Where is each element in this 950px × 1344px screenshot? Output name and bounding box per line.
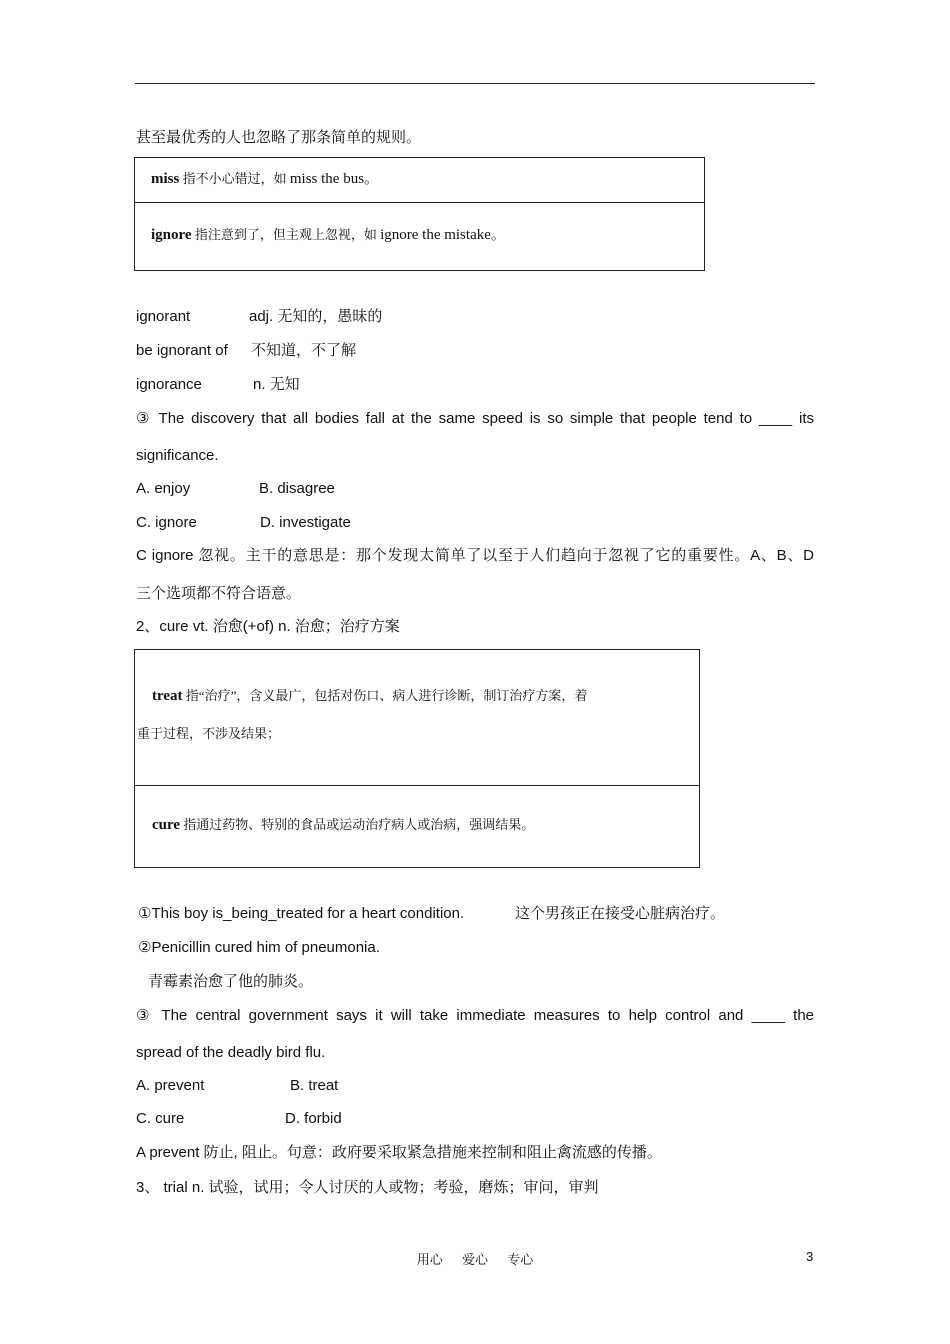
example-text: miss the bus。 bbox=[289, 171, 380, 187]
footer-item: 爱心 bbox=[461, 1252, 488, 1267]
definition-text: 指“治疗”，含义最广，包括对伤口、病人进行诊断，制订治疗方案，着 bbox=[182, 688, 588, 703]
definition-text: 指不小心错过，如 bbox=[179, 171, 290, 186]
vocab-item bbox=[136, 307, 383, 327]
example-sentence: ②Penicillin cured him of pneumonia. bbox=[138, 939, 380, 956]
vocab-term: be ignorant of bbox=[136, 342, 228, 359]
table-row bbox=[135, 650, 699, 785]
definition-text: 指注意到了，但主观上忽视，如 bbox=[191, 227, 381, 242]
option-d: D. investigate bbox=[260, 514, 351, 531]
term-miss: miss bbox=[151, 171, 180, 187]
answer-explanation: A prevent 防止, 阻止。句意：政府要采取紧急措施来控制和阻止禽流感的传播。 bbox=[136, 1144, 662, 1161]
question-text: ③ The discovery that all bodies fall at the same speed is so simple that people tend to ____ its bbox=[136, 410, 814, 427]
term-treat: treat bbox=[152, 688, 183, 704]
vocab-item bbox=[136, 341, 357, 361]
options-row bbox=[136, 479, 335, 499]
comparison-table-miss-ignore bbox=[134, 157, 705, 271]
term-cure: cure bbox=[152, 817, 181, 833]
vocab-term: ignorant bbox=[136, 308, 191, 325]
option-d: D. forbid bbox=[285, 1110, 342, 1127]
footer-item: 用心 bbox=[416, 1252, 443, 1267]
question-text: ③ The central government says it will take immediate measures to help control and ____ the bbox=[136, 1007, 814, 1024]
section-heading-trial: 3、 trial n. 试验，试用；令人讨厌的人或物；考验，磨炼；审问，审判 bbox=[136, 1179, 599, 1196]
definition-text-continued: 重于过程，不涉及结果； bbox=[137, 726, 281, 741]
answer-explanation: C ignore 忽视。主干的意思是：那个发现太简单了以至于人们趋向于忽视了它的重要性。A、B、D bbox=[136, 547, 814, 564]
option-c: C. ignore bbox=[136, 514, 197, 531]
answer-explanation-continued: 三个选项都不符合语意。 bbox=[136, 585, 302, 602]
table-row bbox=[135, 785, 699, 867]
header-rule bbox=[135, 83, 815, 84]
vocab-item bbox=[136, 375, 300, 395]
section-heading-cure: 2、cure vt. 治愈(+of) n. 治愈；治疗方案 bbox=[136, 618, 400, 635]
footer-item: 专心 bbox=[507, 1252, 534, 1267]
options-row bbox=[136, 1109, 342, 1129]
example-sentence bbox=[138, 904, 726, 924]
option-b: B. treat bbox=[290, 1077, 339, 1094]
example-en: ①This boy is_being_treated for a heart condition. bbox=[138, 905, 465, 922]
table-row bbox=[135, 158, 704, 202]
option-a: A. prevent bbox=[136, 1077, 205, 1094]
option-a: A. enjoy bbox=[136, 480, 191, 497]
term-ignore: ignore bbox=[151, 227, 192, 243]
page-number: 3 bbox=[806, 1249, 814, 1264]
options-row bbox=[136, 1076, 339, 1096]
comparison-table-treat-cure bbox=[134, 649, 700, 868]
vocab-meaning: adj. 无知的，愚昧的 bbox=[249, 308, 383, 325]
vocab-meaning: n. 无知 bbox=[253, 376, 300, 393]
example-translation: 青霉素治愈了他的肺炎。 bbox=[148, 974, 314, 990]
option-c: C. cure bbox=[136, 1110, 185, 1127]
question-text-continued: significance. bbox=[136, 447, 219, 464]
intro-sentence: 甚至最优秀的人也忽略了那条简单的规则。 bbox=[136, 130, 422, 146]
example-cn: 这个男孩正在接受心脏病治疗。 bbox=[515, 906, 726, 922]
example-text: ignore the mistake。 bbox=[380, 227, 506, 243]
vocab-term: ignorance bbox=[136, 376, 202, 393]
table-row bbox=[135, 202, 704, 270]
definition-text: 指通过药物、特别的食品或运动治疗病人或治病，强调结果。 bbox=[180, 817, 535, 832]
vocab-meaning: 不知道，不了解 bbox=[251, 342, 357, 359]
question-text-continued: spread of the deadly bird flu. bbox=[136, 1044, 326, 1061]
options-row bbox=[136, 513, 351, 533]
option-b: B. disagree bbox=[259, 480, 335, 497]
